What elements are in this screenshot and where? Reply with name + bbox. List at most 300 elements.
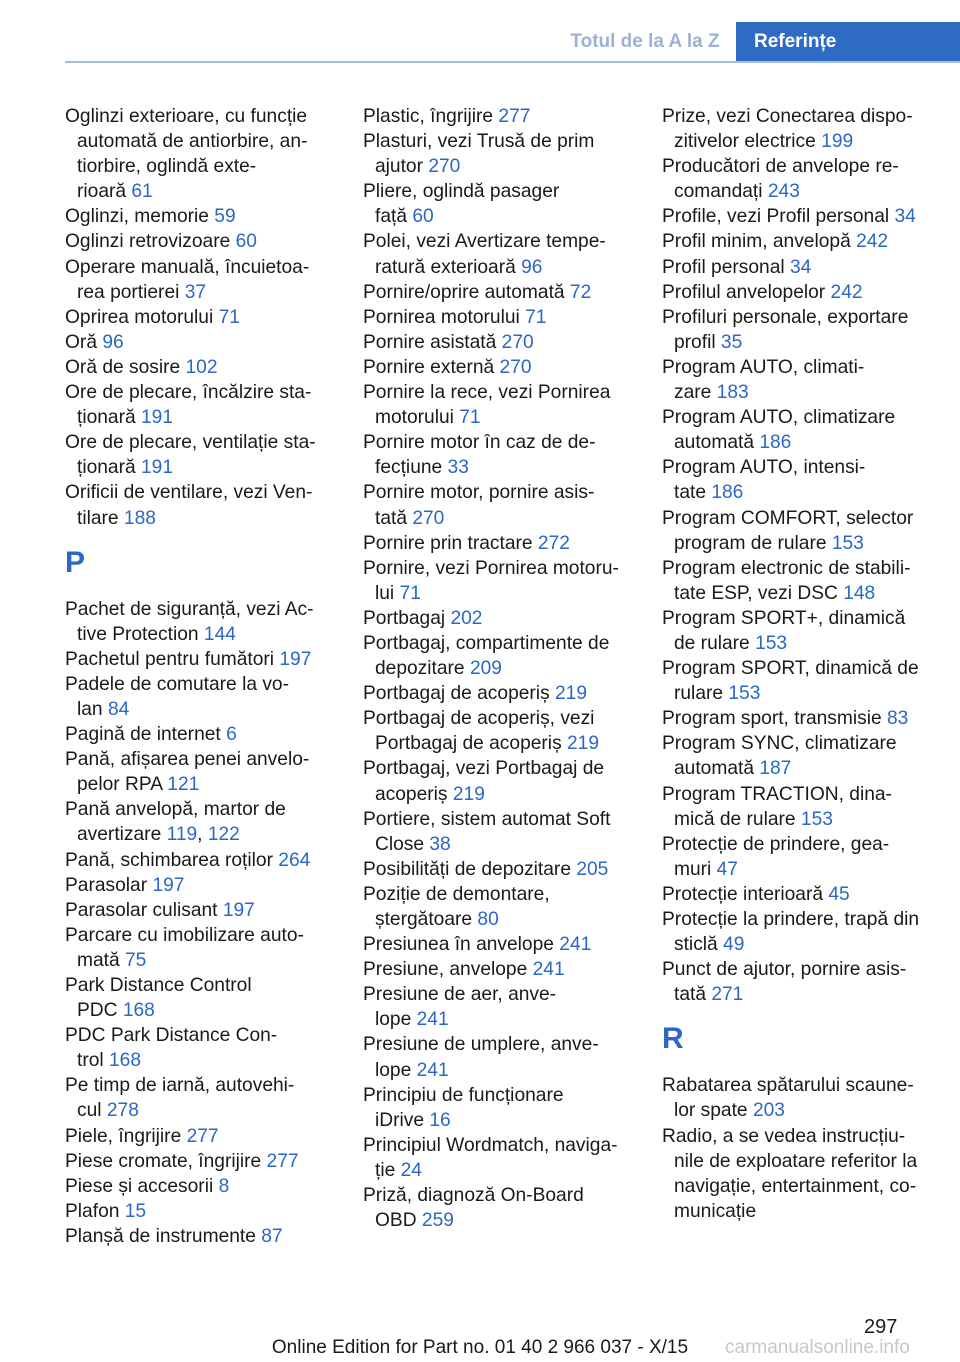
index-entry-text: Piele, îngrijire [65, 1125, 187, 1147]
index-entry-line [65, 455, 337, 480]
index-entry-text: față [375, 206, 413, 228]
index-entry [65, 1149, 337, 1174]
page-reference-link[interactable]: 270 [428, 156, 461, 178]
index-entry-line [65, 998, 337, 1023]
watermark: carmanualsonline.info [725, 1337, 910, 1358]
page-reference-link[interactable]: 144 [203, 623, 236, 645]
index-entry-line [65, 154, 337, 179]
index-entry-line [363, 455, 641, 480]
index-entry-line [65, 1199, 337, 1224]
index-entry-line [363, 255, 641, 280]
page-reference-link[interactable]: 272 [537, 532, 570, 554]
index-entry-line [65, 204, 337, 229]
index-entry-line [662, 681, 952, 706]
index-entry-text: Profil personal [662, 256, 790, 278]
page-reference-link[interactable]: 122 [207, 824, 240, 846]
index-entry [65, 797, 337, 847]
index-entry [363, 380, 641, 430]
index-entry-text: Pană, schimbarea roților [65, 849, 279, 871]
page-reference-link[interactable]: 96 [521, 256, 543, 278]
index-entry [65, 204, 337, 229]
page-reference-link[interactable]: 153 [755, 632, 788, 654]
index-entry [662, 506, 952, 556]
index-entry-line [363, 430, 641, 455]
index-entry-line [662, 631, 952, 656]
index-entry-line [65, 948, 337, 973]
page-reference-link[interactable]: 242 [830, 281, 863, 303]
index-entry-text: iDrive [375, 1109, 430, 1131]
index-entry-text: avertizare [77, 824, 167, 846]
index-entry [363, 681, 641, 706]
index-entry-line [65, 1124, 337, 1149]
index-entry-text: Pachet de siguranță, vezi Ac- [65, 598, 314, 620]
index-entry-text: Profilul anvelopelor [662, 281, 831, 303]
index-entry [662, 104, 952, 154]
index-entry-text: ționară [77, 407, 141, 429]
page-reference-link[interactable]: 34 [789, 256, 812, 278]
index-entry-line [363, 807, 641, 832]
index-entry-line [662, 355, 952, 380]
page-reference-link[interactable]: 119 [166, 824, 198, 846]
index-entry [363, 355, 641, 380]
index-entry-text: Close [375, 833, 430, 855]
page-reference-link[interactable]: 186 [759, 432, 792, 454]
index-entry-line [363, 1007, 641, 1032]
index-entry [662, 229, 952, 254]
index-entry-text: Portbagaj de acoperiș [363, 683, 555, 705]
index-entry [662, 882, 952, 907]
index-entry-text: Oglinzi retrovizoare [65, 231, 236, 253]
index-entry-line [65, 622, 337, 647]
index-entry-line [662, 430, 952, 455]
page-reference-link[interactable]: 241 [416, 1059, 449, 1081]
index-entry-line [363, 1183, 641, 1208]
index-entry [363, 280, 641, 305]
index-entry-text: Pană anvelopă, martor de [65, 799, 286, 821]
index-entry-line [65, 1224, 337, 1249]
page-reference-link[interactable]: 241 [532, 959, 565, 981]
page-reference-link[interactable]: 219 [567, 733, 600, 755]
index-entry-line [65, 797, 337, 822]
index-entry-line [363, 330, 641, 355]
index-entry-line [662, 405, 952, 430]
page-reference-link[interactable]: 38 [429, 833, 451, 855]
page-reference-link[interactable]: 277 [498, 106, 531, 127]
index-entry-text: muri [674, 858, 717, 880]
index-entry-text: Park Distance Control [65, 975, 252, 996]
page-reference-link[interactable]: 219 [452, 783, 485, 805]
index-entry-text: Piese și accesorii [65, 1175, 219, 1197]
index-entry-text: trol [77, 1050, 109, 1072]
page-reference-link[interactable]: 191 [141, 457, 174, 479]
page-reference-link[interactable]: 15 [124, 1200, 147, 1222]
page-reference-link[interactable]: 205 [576, 858, 609, 880]
index-entry-line [662, 455, 952, 480]
page-reference-link[interactable]: 102 [185, 356, 218, 378]
index-entry-text: Pornire motor în caz de de- [363, 432, 596, 454]
index-entry-text: Oglinzi, memorie [65, 206, 215, 228]
index-entry-text: automată [674, 758, 760, 780]
index-entry-line [363, 1032, 641, 1057]
page-reference-link[interactable]: 183 [716, 382, 749, 404]
index-entry-line [363, 782, 641, 807]
index-entry-line [662, 255, 952, 280]
index-entry-line [363, 204, 641, 229]
page-reference-link[interactable]: 72 [569, 281, 592, 303]
index-entry-line [662, 129, 952, 154]
index-entry-text: Program AUTO, climatizare [662, 407, 896, 429]
index-entry-text: cul [77, 1100, 107, 1122]
index-entry-line [662, 706, 952, 731]
index-entry-line [65, 722, 337, 747]
index-entry-text: PDC Park Distance Con- [65, 1025, 278, 1047]
index-entry-text: Profiluri personale, exportare [662, 306, 909, 328]
index-entry-text: Producători de anvelope re- [662, 156, 899, 178]
index-entry-text: zitivelor electrice [674, 131, 822, 153]
index-entry-text: Profil minim, anvelopă [662, 231, 857, 253]
index-entry-line [662, 857, 952, 882]
index-entry [65, 1124, 337, 1149]
index-entry [363, 957, 641, 982]
page-reference-link[interactable]: 202 [450, 607, 483, 629]
page-reference-link[interactable]: 71 [218, 306, 240, 328]
page-reference-link[interactable]: 270 [501, 331, 534, 353]
page-reference-link[interactable]: 60 [412, 206, 434, 228]
page-reference-link[interactable]: 87 [261, 1225, 283, 1247]
index-entry-line [662, 480, 952, 505]
index-entry [65, 1174, 337, 1199]
index-entry-text: tate ESP, vezi DSC [674, 582, 844, 604]
page-reference-link[interactable]: 59 [214, 206, 236, 228]
index-entry-line [662, 1174, 952, 1199]
page-reference-link[interactable]: 264 [278, 849, 311, 871]
index-letter-heading: P [65, 545, 86, 579]
index-entry-line [662, 104, 952, 129]
index-entry-line [662, 656, 952, 681]
page-reference-link[interactable]: 33 [447, 457, 469, 479]
index-entry-text: Pornire la rece, vezi Pornirea [363, 382, 611, 404]
index-entry-line [363, 932, 641, 957]
page-reference-link[interactable]: 188 [123, 507, 156, 529]
page-reference-link[interactable]: 83 [887, 708, 909, 730]
index-entry [363, 104, 641, 129]
index-entry-line [363, 681, 641, 706]
index-entry [363, 631, 641, 681]
index-entry-line [662, 1199, 952, 1224]
index-entry-text: comandați [674, 181, 768, 203]
page-header [554, 22, 960, 62]
index-entry-text: depozitare [375, 658, 470, 680]
index-entry-line [363, 756, 641, 781]
index-entry-line [65, 973, 337, 998]
page-reference-link[interactable]: 191 [141, 407, 174, 429]
index-entry-line [363, 380, 641, 405]
index-entry-text: Punct de ajutor, pornire asis- [662, 959, 907, 981]
page-reference-link[interactable]: 71 [399, 582, 421, 604]
page-reference-link[interactable]: 277 [266, 1150, 299, 1172]
index-entry-line [662, 882, 952, 907]
index-entry-line [65, 480, 337, 505]
index-entry-line [363, 706, 641, 731]
page-reference-link[interactable]: 34 [894, 206, 916, 228]
page-reference-link[interactable]: 96 [102, 331, 124, 353]
page-reference-link[interactable]: 209 [469, 658, 502, 680]
index-entry-text: mică de rulare [674, 808, 801, 830]
index-entry-line [363, 480, 641, 505]
index-entry-line [662, 380, 952, 405]
page-reference-link[interactable]: 270 [412, 507, 445, 529]
index-entry-line [363, 1108, 641, 1133]
page-reference-link[interactable]: 197 [222, 899, 255, 921]
page-reference-link[interactable]: 197 [152, 874, 185, 896]
page-reference-link[interactable]: 45 [828, 883, 850, 905]
index-entry-text: Pachetul pentru fumători [65, 648, 280, 670]
index-entry-text: Orificii de ventilare, vezi Ven- [65, 482, 313, 504]
page-reference-link[interactable]: 8 [218, 1175, 230, 1197]
index-entry-line [662, 1124, 952, 1149]
index-entry [662, 154, 952, 204]
index-entry [65, 973, 337, 1023]
index-entry-text: Pornirea motorului [363, 306, 526, 328]
index-entry [662, 606, 952, 656]
index-entry [662, 204, 952, 229]
index-entry-text: Prize, vezi Conectarea dispo- [662, 106, 913, 127]
index-entry-text: Protecție interioară [662, 883, 829, 905]
index-entry [662, 455, 952, 505]
index-entry-line [662, 154, 952, 179]
index-entry-text: Program electronic de stabili- [662, 557, 911, 579]
page-reference-link[interactable]: 186 [711, 482, 744, 504]
index-entry [363, 330, 641, 355]
page-reference-link[interactable]: 203 [752, 1100, 785, 1122]
index-entry-text: tilare [77, 507, 124, 529]
index-entry-line [662, 807, 952, 832]
index-entry [65, 255, 337, 305]
index-entry-line [65, 873, 337, 898]
page-reference-link[interactable]: 71 [525, 306, 547, 328]
index-entry [662, 280, 952, 305]
index-entry-line [65, 405, 337, 430]
index-entry-line [363, 882, 641, 907]
index-entry-line [662, 606, 952, 631]
index-entry-text: Plafon [65, 1200, 125, 1222]
page-reference-link[interactable]: 219 [555, 683, 588, 705]
page-reference-link[interactable]: 37 [184, 281, 207, 303]
header-divider [65, 61, 960, 63]
page-reference-link[interactable]: 271 [711, 984, 744, 1006]
page-reference-link[interactable]: 241 [559, 934, 592, 956]
page-reference-link[interactable]: 16 [429, 1109, 451, 1131]
page-reference-link[interactable]: 199 [821, 131, 854, 153]
index-entry [363, 480, 641, 530]
index-entry-line [363, 280, 641, 305]
index-entry-text: pelor RPA [77, 774, 168, 796]
page-reference-link[interactable]: 187 [759, 758, 792, 780]
page-reference-link[interactable]: 168 [109, 1050, 142, 1072]
page-reference-link[interactable]: 61 [131, 181, 153, 203]
index-entry-line [65, 597, 337, 622]
index-entry-text: tată [375, 507, 413, 529]
index-entry-text: lui [375, 582, 400, 604]
index-entry-text: municație [674, 1200, 757, 1222]
index-entry [363, 430, 641, 480]
index-entry-line [65, 430, 337, 455]
index-entry-text: Parasolar culisant [65, 899, 223, 921]
index-entry-line [363, 907, 641, 932]
index-entry-line [363, 631, 641, 656]
index-entry [65, 104, 337, 204]
index-entry-line [363, 1058, 641, 1083]
index-entry-line [363, 1158, 641, 1183]
index-entry [363, 1032, 641, 1082]
index-entry-line [662, 731, 952, 756]
page-reference-link[interactable]: 197 [279, 648, 312, 670]
index-entry-text: lope [375, 1059, 417, 1081]
index-entry-text: tate [674, 482, 712, 504]
page-reference-link[interactable]: 241 [416, 1009, 449, 1031]
page-number: 297 [864, 1316, 898, 1338]
page-reference-link[interactable]: 6 [226, 724, 237, 746]
index-entry-text: OBD [375, 1210, 422, 1232]
index-entry-line [65, 129, 337, 154]
page-reference-link[interactable]: 121 [167, 774, 200, 796]
index-entry-line: avertizare 119, 122 [77, 824, 240, 846]
index-entry [662, 255, 952, 280]
index-entry [65, 305, 337, 330]
index-entry-line [65, 647, 337, 672]
page-reference-link[interactable]: 278 [106, 1100, 139, 1122]
page-reference-link[interactable]: 242 [856, 231, 889, 253]
page-reference-link[interactable]: 80 [477, 909, 499, 930]
index-entry [363, 932, 641, 957]
page-reference-link[interactable]: 168 [122, 1000, 155, 1022]
index-entry [662, 556, 952, 606]
index-entry-text: Protecție la prindere, trapă din [662, 909, 920, 930]
index-entry-text: ștergătoare [375, 909, 478, 930]
page-reference-link[interactable]: 148 [843, 582, 876, 604]
index-entry-text: Oglinzi exterioare, cu funcție [65, 106, 308, 127]
index-entry-text: Pornire prin tractare [363, 532, 538, 554]
index-entry-text: Pornire motor, pornire asis- [363, 482, 595, 504]
index-entry [363, 179, 641, 229]
index-entry-text: Ore de plecare, încălzire sta- [65, 382, 312, 404]
page-reference-link[interactable]: 153 [831, 532, 864, 554]
index-entry-line [363, 1083, 641, 1108]
page-reference-link[interactable]: 35 [720, 331, 743, 353]
index-entry-line [662, 506, 952, 531]
index-entry-text: Plastic, îngrijire [363, 106, 499, 127]
index-entry [65, 355, 337, 380]
index-entry-text: Protecție de prindere, gea- [662, 833, 890, 855]
page-reference-link[interactable]: 153 [728, 683, 761, 705]
page-reference-link[interactable]: 84 [107, 698, 130, 720]
index-entry [65, 330, 337, 355]
index-entry-text: ționară [77, 457, 141, 479]
index-entry-text: Profile, vezi Profil personal [662, 206, 895, 228]
index-entry-line [363, 857, 641, 882]
index-entry-line [65, 380, 337, 405]
index-entry [363, 556, 641, 606]
index-entry [65, 672, 337, 722]
index-entry-text: Parasolar [65, 874, 153, 896]
index-entry-text: Pe timp de iarnă, autovehi- [65, 1075, 295, 1097]
index-entry-text: automată [674, 432, 760, 454]
index-entry [662, 1073, 952, 1123]
index-entry [363, 305, 641, 330]
index-entry [65, 1199, 337, 1224]
page-reference-link[interactable]: 60 [235, 231, 257, 253]
page-reference-link[interactable]: 49 [723, 934, 745, 956]
page-reference-link[interactable]: 270 [499, 356, 532, 378]
page-reference-link[interactable]: 71 [459, 407, 481, 429]
index-entry [65, 430, 337, 480]
index-entry [662, 706, 952, 731]
index-entry [363, 706, 641, 756]
index-entry-line [363, 405, 641, 430]
index-entry-text: Presiune de aer, anve- [363, 984, 557, 1006]
index-entry-text: Presiune de umplere, anve- [363, 1034, 599, 1056]
page-reference-link[interactable]: 259 [421, 1210, 454, 1232]
index-entry-line [662, 1098, 952, 1123]
page-reference-link[interactable]: 75 [125, 949, 147, 971]
index-entry-text: lope [375, 1009, 417, 1031]
index-entry-text: Portbagaj de acoperiș, vezi [363, 708, 595, 730]
index-entry-line [662, 932, 952, 957]
index-entry-text: lan [77, 698, 108, 720]
index-entry-text: Rabatarea spătarului scaune- [662, 1075, 914, 1097]
index-entry-line [65, 330, 337, 355]
index-entry [65, 597, 337, 647]
index-entry-text: Pliere, oglindă pasager [363, 181, 560, 203]
index-entry [65, 1073, 337, 1123]
index-entry [363, 606, 641, 631]
index-entry [662, 656, 952, 706]
footer-text: Online Edition for Part no. 01 40 2 966 037 - X/15 [271, 1337, 689, 1358]
index-entry-text: Planșă de instrumente [65, 1225, 262, 1247]
index-entry [65, 848, 337, 873]
index-entry-text: Presiune, anvelope [363, 959, 533, 981]
index-entry [363, 982, 641, 1032]
index-entry-line [65, 923, 337, 948]
index-entry-line [662, 1073, 952, 1098]
index-entry-text: Radio, a se vedea instrucțiu- [662, 1125, 906, 1147]
index-entry-line [363, 179, 641, 204]
index-entry-line [662, 782, 952, 807]
index-entry-text: tive Protection [77, 623, 204, 645]
index-entry [65, 747, 337, 797]
index-entry-text: Portbagaj, compartimente de [363, 632, 610, 654]
index-entry-line [65, 672, 337, 697]
index-entry-line [662, 756, 952, 781]
index-entry-line [363, 832, 641, 857]
index-entry-line [65, 506, 337, 531]
index-entry-text: Portbagaj, vezi Portbagaj de [363, 758, 605, 780]
index-entry-line [363, 1208, 641, 1233]
page-reference-link[interactable]: 153 [800, 808, 833, 830]
index-entry [363, 229, 641, 279]
index-entry-line [65, 1023, 337, 1048]
page-reference-link[interactable]: 243 [767, 181, 800, 203]
page-reference-link[interactable]: 277 [186, 1125, 219, 1147]
index-entry-text: Pornire externă [363, 356, 500, 378]
index-entry-line [662, 957, 952, 982]
index-entry [65, 229, 337, 254]
page-reference-link[interactable]: 24 [400, 1159, 422, 1181]
index-entry-text: automată de antiorbire, an- [77, 131, 308, 153]
index-entry-line [662, 556, 952, 581]
index-entry-line [662, 229, 952, 254]
page-reference-link[interactable]: 47 [716, 858, 738, 880]
